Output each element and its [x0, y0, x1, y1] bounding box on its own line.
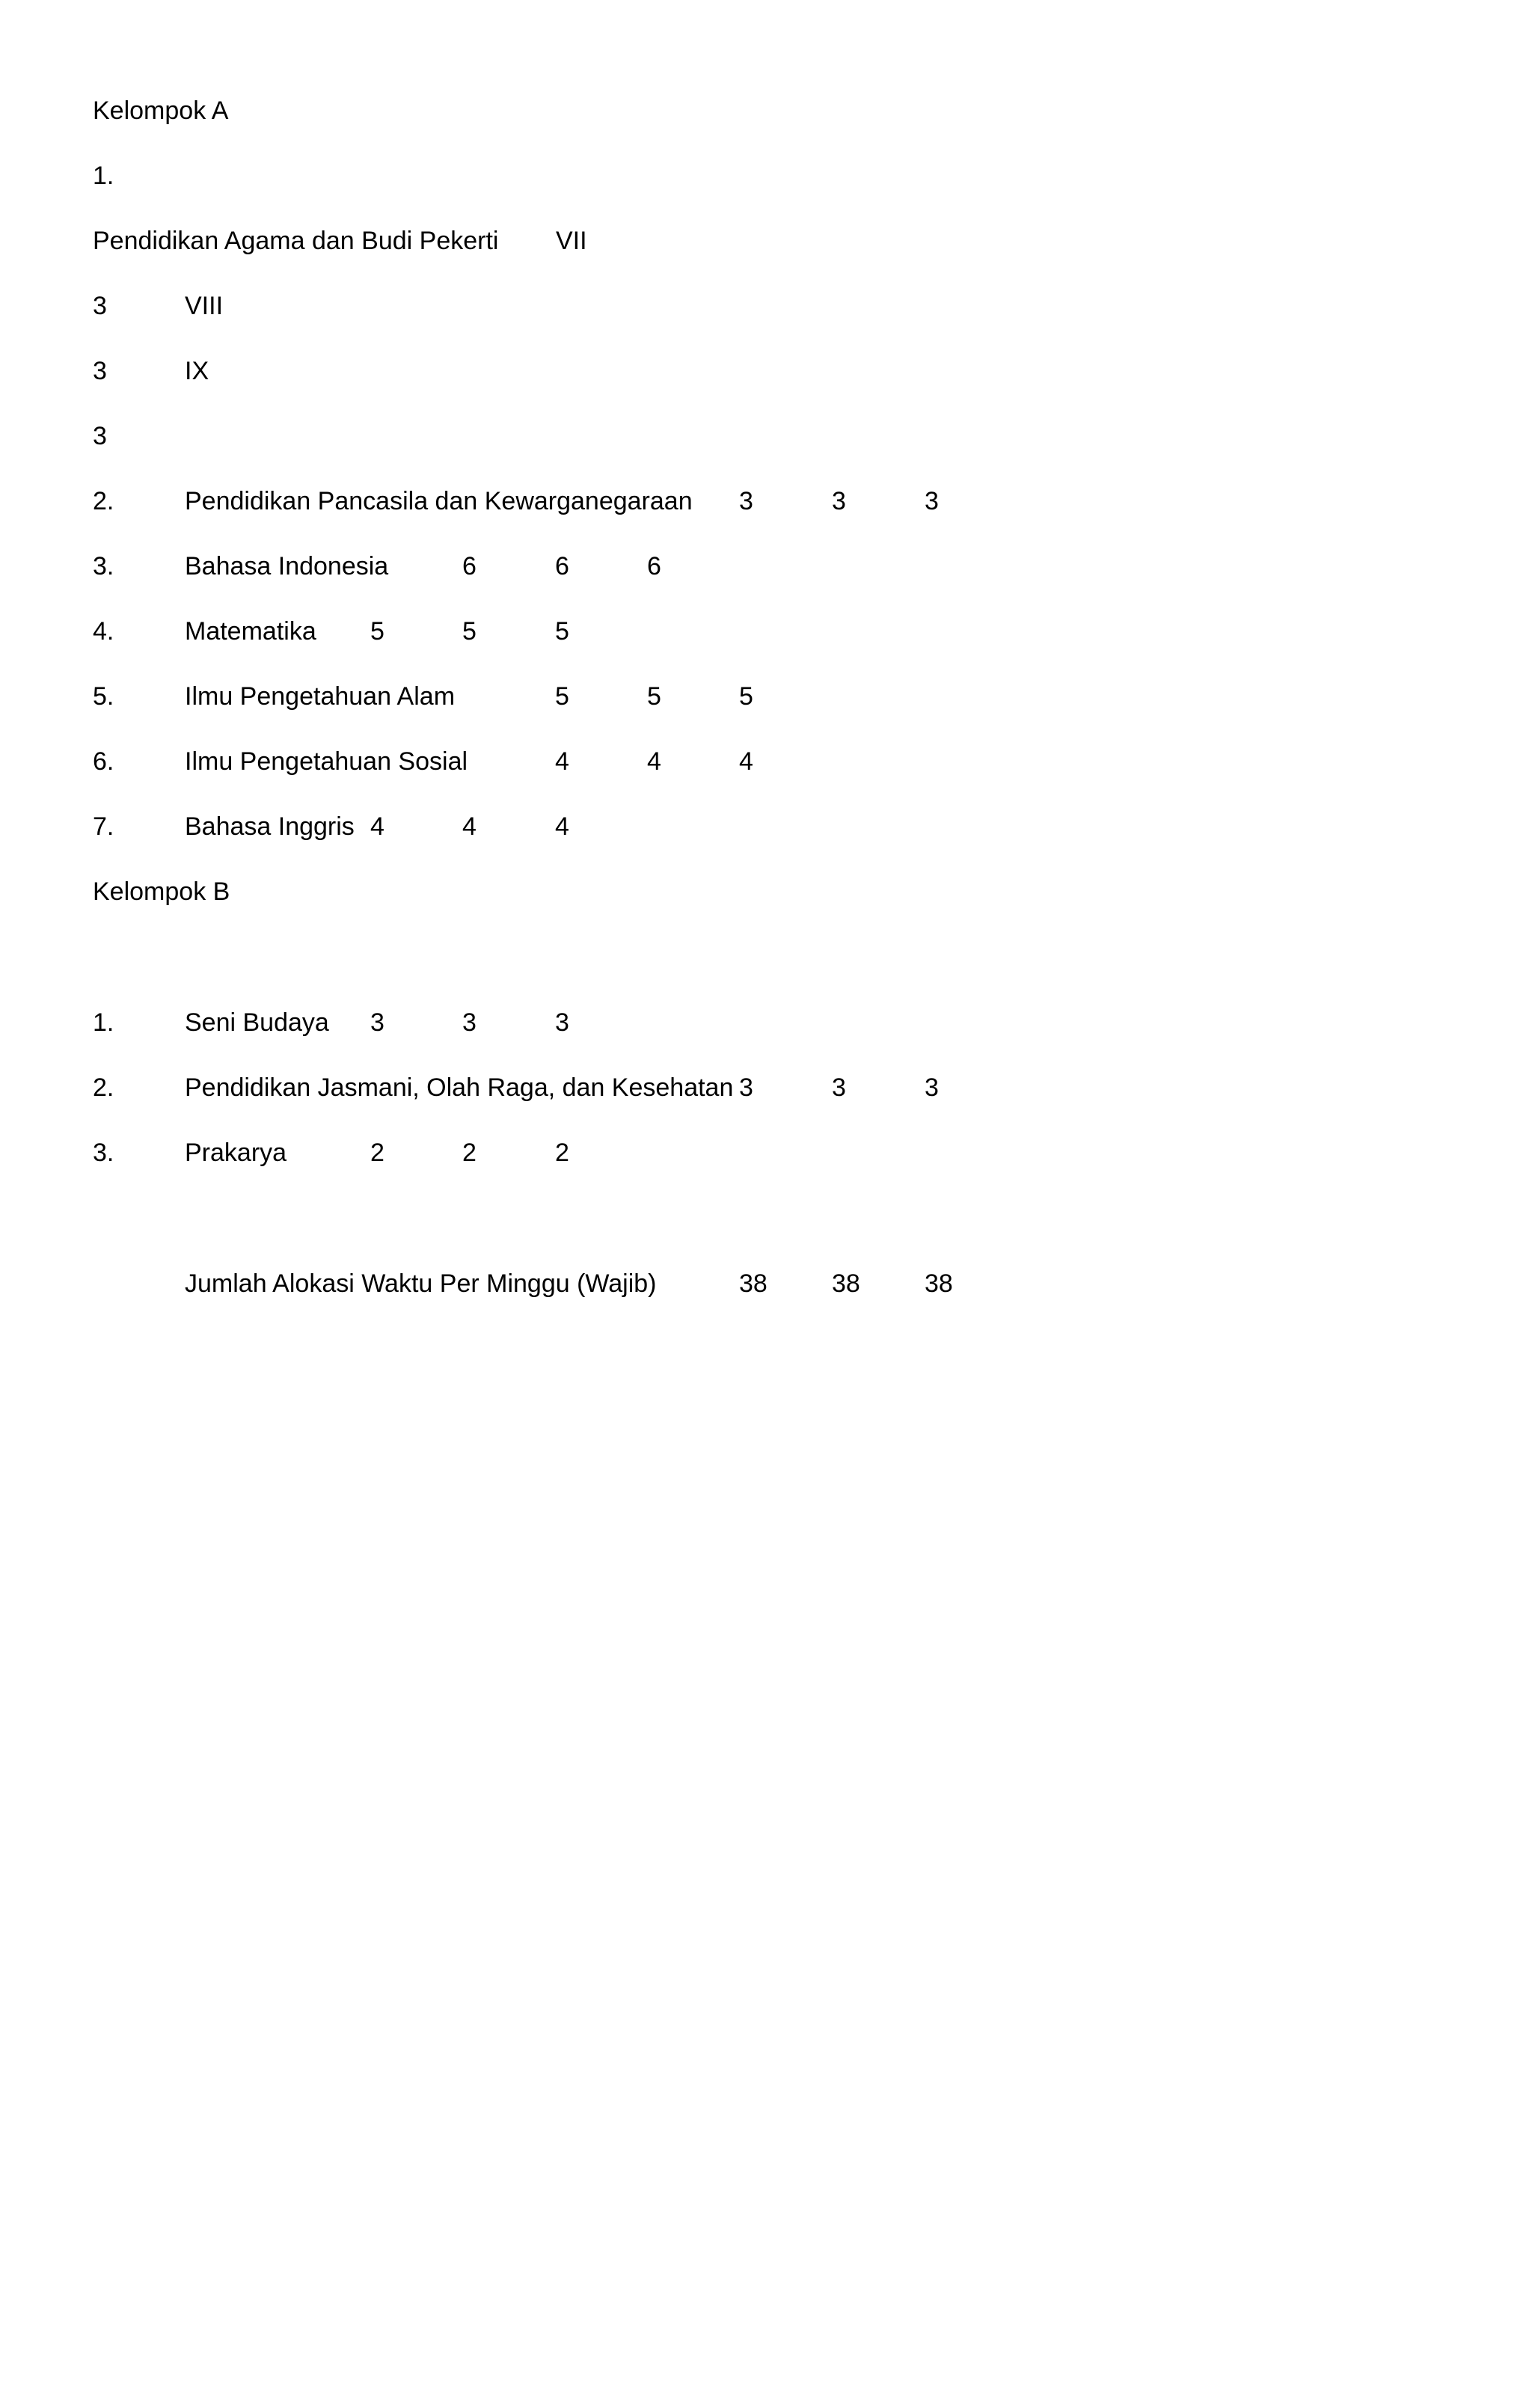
hours-ix: 5 — [555, 617, 569, 646]
hours-viii: 3 — [832, 487, 846, 515]
hours-ix: 4 — [739, 747, 753, 776]
subject-name: Ilmu Pengetahuan Sosial — [185, 747, 468, 776]
hours-value: 3 — [93, 422, 107, 450]
row-number-text: 3. — [93, 552, 114, 580]
hours-vii: 3 — [739, 487, 753, 515]
hours-ix: 3 — [925, 487, 939, 515]
hours-vii: 4 — [370, 812, 384, 841]
heading-text: Kelompok B — [93, 877, 230, 906]
subject-row — [93, 544, 1439, 589]
total-vii: 38 — [739, 1269, 767, 1298]
grade-label: VIII — [185, 292, 224, 320]
subject-name: Bahasa Indonesia — [185, 552, 389, 580]
hours-ix: 4 — [555, 812, 569, 841]
grade-label: VII — [556, 227, 587, 255]
row-number-text: 2. — [93, 1073, 114, 1102]
subject-row — [93, 804, 1439, 849]
subject-row — [93, 218, 1439, 263]
total-viii: 38 — [832, 1269, 860, 1298]
subject-row — [93, 739, 1439, 784]
row-number-text: 7. — [93, 812, 114, 841]
hours-value: 3 — [93, 292, 107, 320]
subject-row — [93, 1065, 1439, 1110]
value-row — [93, 284, 1439, 328]
total-label: Jumlah Alokasi Waktu Per Minggu (Wajib) — [185, 1269, 657, 1298]
row-number-text: 6. — [93, 747, 114, 776]
hours-viii: 5 — [647, 682, 661, 711]
row-number-text: 3. — [93, 1139, 114, 1167]
subject-row — [93, 674, 1439, 719]
subject-row — [93, 1000, 1439, 1045]
row-number-text: 1. — [93, 162, 114, 190]
subject-name: Bahasa Inggris — [185, 812, 355, 841]
hours-ix: 6 — [647, 552, 661, 580]
subject-row — [93, 1130, 1439, 1175]
value-row — [93, 349, 1439, 393]
subject-name: Matematika — [185, 617, 316, 646]
row-number-text: 2. — [93, 487, 114, 515]
hours-ix: 3 — [925, 1073, 939, 1102]
group-a-heading — [93, 88, 1439, 133]
subject-name: Prakarya — [185, 1139, 287, 1167]
hours-ix: 3 — [555, 1008, 569, 1037]
heading-text: Kelompok A — [93, 96, 229, 125]
value-row — [93, 414, 1439, 459]
subject-name: Pendidikan Agama dan Budi Pekerti — [93, 227, 499, 255]
subject-name: Pendidikan Jasmani, Olah Raga, dan Kesehatan — [185, 1073, 734, 1102]
hours-vii: 5 — [555, 682, 569, 711]
total-row — [93, 1261, 1439, 1306]
hours-vii: 3 — [370, 1008, 384, 1037]
hours-viii: 2 — [462, 1139, 477, 1167]
subject-name: Pendidikan Pancasila dan Kewarganegaraan — [185, 487, 693, 515]
row-number — [93, 153, 1439, 198]
group-b-heading — [93, 869, 1439, 914]
row-number-text: 1. — [93, 1008, 114, 1037]
subject-row — [93, 479, 1439, 524]
hours-viii: 3 — [832, 1073, 846, 1102]
hours-vii: 5 — [370, 617, 384, 646]
hours-viii: 5 — [462, 617, 477, 646]
row-number-text: 5. — [93, 682, 114, 711]
hours-viii: 4 — [462, 812, 477, 841]
grade-label: IX — [185, 357, 209, 385]
total-ix: 38 — [925, 1269, 953, 1298]
hours-vii: 3 — [739, 1073, 753, 1102]
subject-row — [93, 609, 1439, 654]
hours-vii: 6 — [462, 552, 477, 580]
hours-ix: 5 — [739, 682, 753, 711]
hours-ix: 2 — [555, 1139, 569, 1167]
hours-vii: 2 — [370, 1139, 384, 1167]
hours-viii: 3 — [462, 1008, 477, 1037]
row-number-text: 4. — [93, 617, 114, 646]
hours-viii: 4 — [647, 747, 661, 776]
hours-viii: 6 — [555, 552, 569, 580]
hours-value: 3 — [93, 357, 107, 385]
hours-vii: 4 — [555, 747, 569, 776]
subject-name: Seni Budaya — [185, 1008, 329, 1037]
subject-name: Ilmu Pengetahuan Alam — [185, 682, 456, 711]
